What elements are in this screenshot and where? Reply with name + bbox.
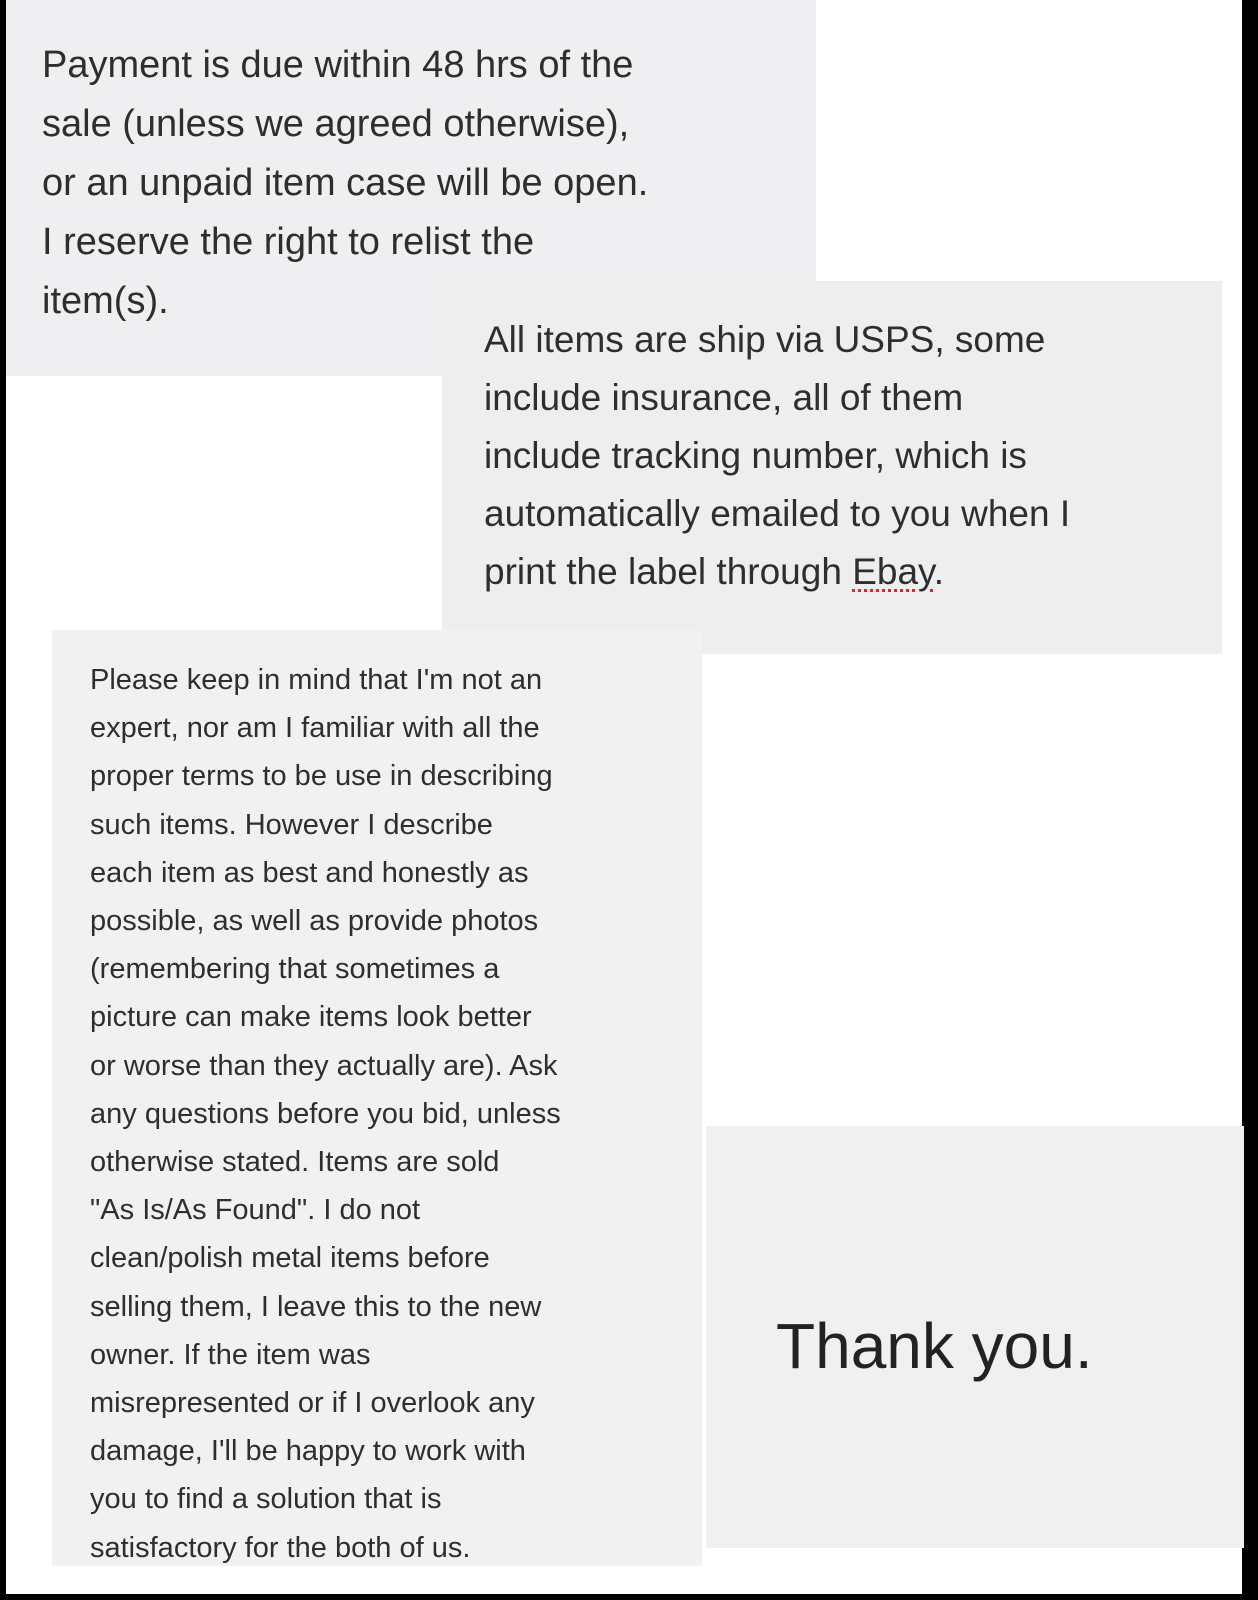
disclaimer-card [52, 630, 702, 1566]
shipping-policy-text-main: All items are ship via USPS, some include insurance, all of them include tracking number, which is automatically emailed to you when I print the label through [484, 319, 1071, 592]
thank-you-text: Thank you. [776, 1310, 1093, 1382]
payment-terms-text: Payment is due within 48 hrs of the sale (unless we agreed otherwise), or an unpaid item case will be open. I reserve the right to relist the item(s). [42, 44, 649, 322]
shipping-policy-text [484, 311, 1222, 601]
disclaimer-text: Please keep in mind that I'm not an expert, nor am I familiar with all the proper terms to be use in describing such items. However I describe each item as best and honestly as possible, as well as provide photos (remembering that sometimes a picture can make items look better or worse than they actually are). Ask any questions before you bid, unless otherwise stated. Items are sold "As Is/As Found". I do not clean/polish metal items before selling them, I leave this to the new owner. If the item was misrepresented or if I overlook any damage, I'll be happy to work with you to find a solution that is satisfactory for the both of us. [90, 664, 561, 1564]
document-page [6, 0, 1242, 1594]
shipping-policy-card [442, 281, 1222, 654]
misspelled-word-ebay: Ebay [852, 551, 934, 592]
shipping-policy-text-end: . [933, 551, 945, 592]
thank-you-card [706, 1126, 1244, 1548]
